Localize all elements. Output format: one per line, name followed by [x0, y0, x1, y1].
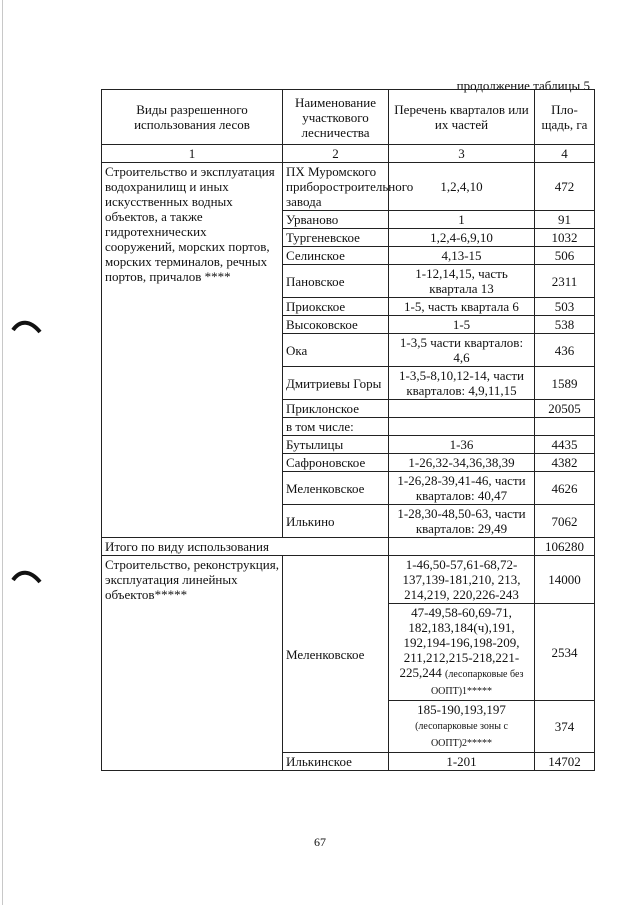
header-forestry: Наименование участкового лесничества	[283, 90, 389, 145]
use-type-cell: Строительство и эксплуатация водохранилищ и иных искусственных водных объектов, а также гидротехнических сооружений, морских портов, морских терминалов, речных портов, причалов ****	[102, 163, 283, 538]
quarters-cell: 1-12,14,15, часть квартала 13	[389, 265, 535, 298]
table-row	[102, 163, 595, 211]
forestry-cell: Дмитриевы Горы	[283, 367, 389, 400]
use-type-cell: Строительство, реконструкция, эксплуатация линейных объектов*****	[102, 556, 283, 771]
quarters-cell	[389, 701, 535, 753]
forestry-cell: Тургеневское	[283, 229, 389, 247]
quarters-cell: 1-5, часть квартала 6	[389, 298, 535, 316]
area-cell: 7062	[535, 505, 595, 538]
col-number: 3	[389, 145, 535, 163]
quarters-cell: 1,2,4,10	[389, 163, 535, 211]
forestry-cell: ПХ Муромского приборостроительного завода	[283, 163, 389, 211]
quarters-cell: 1-36	[389, 436, 535, 454]
table-caption: продолжение таблицы 5	[456, 78, 590, 93]
forestry-cell: Селинское	[283, 247, 389, 265]
forestry-cell: Бутылицы	[283, 436, 389, 454]
page-number: 67	[314, 835, 326, 849]
area-cell: 91	[535, 211, 595, 229]
quarters-cell: 1	[389, 211, 535, 229]
quarters-text: 47-49,58-60,69-71, 182,183,184(ч),191, 192,194-196,198-209, 211,212,215-218,221-225,244	[399, 605, 520, 680]
quarters-cell: 1-28,30-48,50-63, части кварталов: 29,49	[389, 505, 535, 538]
number-row	[102, 145, 595, 163]
page-edge	[2, 0, 3, 905]
scan-mark	[10, 318, 44, 338]
col-number: 2	[283, 145, 389, 163]
area-cell: 20505	[535, 400, 595, 418]
area-cell: 1032	[535, 229, 595, 247]
forestry-cell: Приокское	[283, 298, 389, 316]
quarters-cell: 4,13-15	[389, 247, 535, 265]
area-cell: 374	[535, 701, 595, 753]
header-area: Пло-щадь, га	[535, 90, 595, 145]
area-cell: 2534	[535, 604, 595, 701]
area-cell: 506	[535, 247, 595, 265]
area-cell: 436	[535, 334, 595, 367]
quarters-cell: 1,2,4-6,9,10	[389, 229, 535, 247]
quarters-cell: 1-26,28-39,41-46, части кварталов: 40,47	[389, 472, 535, 505]
forestry-cell: Сафроновское	[283, 454, 389, 472]
header-quarters: Перечень кварталов или их частей	[389, 90, 535, 145]
total-row	[102, 538, 595, 556]
quarters-cell	[389, 418, 535, 436]
header-use: Виды разрешенного использования лесов	[102, 90, 283, 145]
forestry-cell: в том числе:	[283, 418, 389, 436]
area-cell: 4435	[535, 436, 595, 454]
total-area: 106280	[535, 538, 595, 556]
quarters-text: 185-190,193,197	[417, 702, 506, 717]
quarters-cell: 1-3,5 части кварталов: 4,6	[389, 334, 535, 367]
scan-mark	[10, 568, 44, 588]
quarters-cell: 1-26,32-34,36,38,39	[389, 454, 535, 472]
forestry-cell: Пановское	[283, 265, 389, 298]
forestry-cell: Меленковское	[283, 556, 389, 753]
forest-use-table	[101, 89, 595, 771]
total-label: Итого по виду использования	[102, 538, 389, 556]
area-cell: 472	[535, 163, 595, 211]
forestry-cell: Высоковское	[283, 316, 389, 334]
area-cell: 1589	[535, 367, 595, 400]
area-cell: 14000	[535, 556, 595, 604]
area-cell: 538	[535, 316, 595, 334]
table-row	[102, 556, 595, 604]
forestry-cell: Илькинское	[283, 753, 389, 771]
forestry-cell: Илькино	[283, 505, 389, 538]
quarters-cell	[389, 538, 535, 556]
quarters-note: (лесопарковые без ООПТ)1*****	[430, 669, 524, 697]
quarters-cell	[389, 400, 535, 418]
area-cell: 14702	[535, 753, 595, 771]
forestry-cell: Урваново	[283, 211, 389, 229]
quarters-cell: 1-46,50-57,61-68,72-137,139-181,210, 213, 214,219, 220,226-243	[389, 556, 535, 604]
col-number: 1	[102, 145, 283, 163]
forestry-cell: Меленковское	[283, 472, 389, 505]
quarters-cell	[389, 604, 535, 701]
forestry-cell: Приклонское	[283, 400, 389, 418]
area-cell: 4626	[535, 472, 595, 505]
quarters-cell: 1-201	[389, 753, 535, 771]
area-cell	[535, 418, 595, 436]
header-row	[102, 90, 595, 145]
col-number: 4	[535, 145, 595, 163]
quarters-cell: 1-5	[389, 316, 535, 334]
area-cell: 4382	[535, 454, 595, 472]
quarters-cell: 1-3,5-8,10,12-14, части кварталов: 4,9,11,15	[389, 367, 535, 400]
quarters-note: (лесопарковые зоны с ООПТ)2*****	[415, 721, 508, 749]
forestry-cell: Ока	[283, 334, 389, 367]
area-cell: 503	[535, 298, 595, 316]
area-cell: 2311	[535, 265, 595, 298]
